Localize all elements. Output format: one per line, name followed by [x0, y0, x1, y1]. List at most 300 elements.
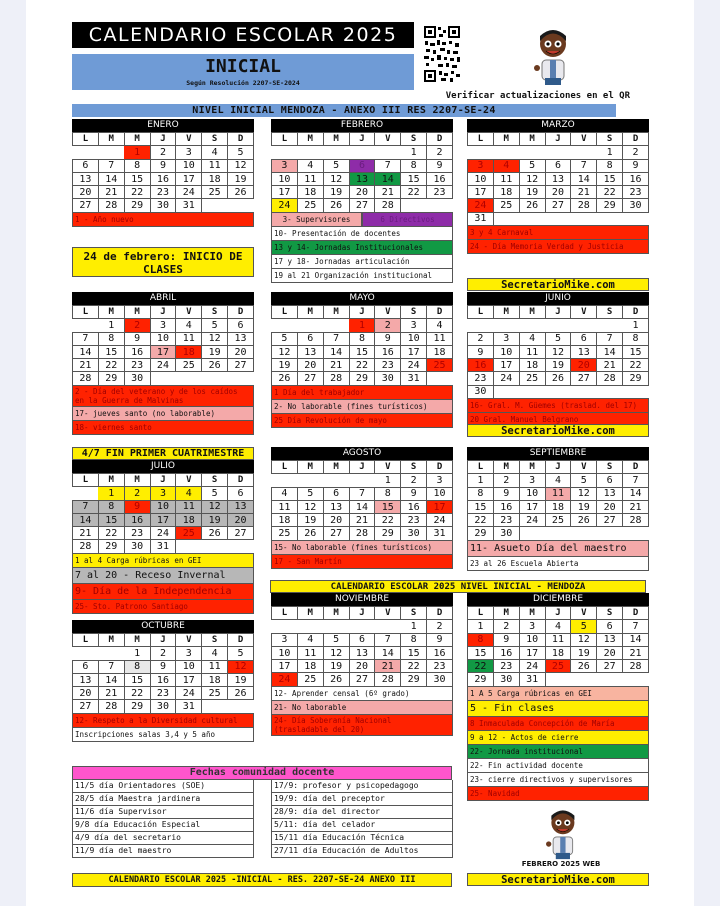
day-cell: 18 [202, 673, 228, 686]
weekday-header: S [597, 133, 623, 146]
day-cell: 5 [297, 487, 323, 500]
day-cell: 29 [597, 199, 623, 212]
day-cell: 10 [272, 172, 298, 185]
day-cell: 13 [73, 673, 99, 686]
weekday-header: V [375, 133, 401, 146]
empty-cell [73, 319, 99, 332]
weekday-header: J [349, 461, 375, 474]
day-cell: 7 [73, 500, 99, 513]
day-cell: 7 [98, 159, 124, 172]
day-cell: 29 [124, 199, 150, 212]
day-cell: 6 [228, 487, 254, 500]
empty-cell [375, 620, 401, 633]
fecha-item: 28/9: día del director [271, 806, 453, 819]
day-cell: 6 [73, 660, 99, 673]
day-cell: 13 [545, 172, 571, 185]
event-note: 25- Navidad [467, 787, 649, 801]
day-cell: 24 [272, 199, 298, 212]
day-cell: 26 [571, 660, 597, 673]
day-cell: 14 [73, 513, 99, 526]
weekday-header: M [297, 461, 323, 474]
day-cell: 28 [375, 199, 401, 212]
day-cell: 29 [349, 372, 375, 385]
day-cell: 13 [571, 345, 597, 358]
weekday-header: V [176, 634, 202, 647]
event-note: 13 y 14- Jornadas Institucionales [271, 241, 453, 255]
day-cell: 6 [545, 159, 571, 172]
day-cell: 1 [124, 647, 150, 660]
day-cell: 6 [73, 159, 99, 172]
weekday-header: D [228, 634, 254, 647]
weekday-header: L [73, 306, 99, 319]
day-cell: 15 [468, 646, 494, 659]
weekday-header: J [150, 474, 176, 487]
empty-cell [571, 319, 597, 332]
day-cell: 30 [623, 199, 649, 212]
month-marzo [467, 119, 649, 254]
day-cell: 7 [349, 487, 375, 500]
weekday-header: D [427, 461, 453, 474]
inicio-clases-banner: 24 de febrero: INICIO DE CLASES [72, 247, 254, 277]
day-cell: 17 [176, 172, 202, 185]
month-abril [72, 292, 254, 435]
day-cell: 22 [468, 514, 494, 527]
day-cell: 11 [297, 172, 323, 185]
month-grid [72, 305, 254, 386]
empty-cell [272, 620, 298, 633]
empty-cell [272, 146, 298, 159]
day-cell: 5 [571, 474, 597, 487]
day-cell: 9 [150, 159, 176, 172]
empty-cell [519, 527, 545, 540]
event-note: 9 a 12 - Actos de cierre [467, 731, 649, 745]
day-cell: 28 [323, 372, 349, 385]
site-link[interactable]: SecretarioMike.com [467, 424, 649, 437]
day-cell: 4 [297, 159, 323, 172]
day-cell: 17 [272, 660, 298, 673]
day-cell: 6 [349, 159, 375, 172]
day-cell: 17 [493, 359, 519, 372]
day-cell: 22 [349, 359, 375, 372]
month-grid [271, 606, 453, 687]
day-cell: 2 [493, 620, 519, 633]
day-cell: 15 [375, 500, 401, 513]
day-cell: 1 [98, 319, 124, 332]
day-cell: 21 [375, 186, 401, 199]
day-cell: 10 [401, 332, 427, 345]
day-cell: 3 [150, 319, 176, 332]
day-cell: 14 [597, 345, 623, 358]
day-cell: 18 [545, 500, 571, 513]
day-cell: 22 [98, 359, 124, 372]
day-cell: 10 [519, 633, 545, 646]
weekday-header: L [272, 461, 298, 474]
day-cell: 29 [623, 372, 649, 385]
day-cell: 25 [297, 199, 323, 212]
day-cell: 24 [150, 527, 176, 540]
day-cell: 23 [493, 660, 519, 673]
day-cell: 15 [98, 513, 124, 526]
day-cell: 26 [202, 527, 228, 540]
day-cell: 23 [150, 687, 176, 700]
event-note: 24- Día Soberanía Nacional (trasladable del 20) [271, 715, 453, 736]
day-cell: 23 [375, 359, 401, 372]
empty-cell [545, 385, 571, 398]
weekday-header: D [623, 133, 649, 146]
day-cell: 27 [349, 673, 375, 686]
day-cell: 11 [427, 332, 453, 345]
empty-cell [202, 700, 228, 713]
day-cell: 28 [375, 673, 401, 686]
weekday-header: D [623, 461, 649, 474]
event-note: 20 Gral. Manuel Belgrano [467, 413, 649, 427]
event-note: 25- Sto. Patrono Santiago [72, 600, 254, 614]
day-cell: 2 [401, 474, 427, 487]
day-cell: 16 [427, 646, 453, 659]
day-cell: 11 [493, 172, 519, 185]
day-cell: 28 [623, 660, 649, 673]
weekday-header: S [401, 133, 427, 146]
day-cell: 27 [597, 660, 623, 673]
day-cell: 4 [545, 620, 571, 633]
day-cell: 14 [73, 345, 99, 358]
day-cell: 19 [228, 172, 254, 185]
day-cell: 12 [202, 500, 228, 513]
weekday-header: M [323, 306, 349, 319]
day-cell: 5 [228, 146, 254, 159]
day-cell: 3 [468, 159, 494, 172]
day-cell: 5 [272, 332, 298, 345]
weekday-header: S [401, 607, 427, 620]
day-cell: 4 [202, 146, 228, 159]
day-cell: 8 [401, 159, 427, 172]
day-cell: 20 [323, 514, 349, 527]
empty-cell [427, 372, 453, 385]
fin-cuatrimestre-banner: 4/7 FIN PRIMER CUATRIMESTRE [72, 447, 254, 460]
weekday-header: V [375, 461, 401, 474]
event-note: 15- No laborable (fines turísticos) [271, 541, 453, 555]
day-cell: 26 [297, 527, 323, 540]
day-cell: 25 [176, 359, 202, 372]
day-cell: 25 [545, 660, 571, 673]
day-cell: 21 [98, 687, 124, 700]
day-cell: 19 [202, 513, 228, 526]
day-cell: 25 [493, 199, 519, 212]
weekday-header: M [493, 133, 519, 146]
weekday-header: D [427, 607, 453, 620]
day-cell: 4 [176, 319, 202, 332]
event-note: 18- viernes santo [72, 421, 254, 435]
day-cell: 12 [228, 660, 254, 673]
empty-cell [493, 146, 519, 159]
day-cell: 8 [124, 660, 150, 673]
fecha-item: 9/8 día Educación Especial [72, 819, 254, 832]
day-cell: 15 [623, 345, 649, 358]
day-cell: 5 [202, 487, 228, 500]
day-cell: 14 [571, 172, 597, 185]
day-cell: 12 [571, 633, 597, 646]
day-cell: 9 [375, 332, 401, 345]
empty-cell [427, 199, 453, 212]
empty-cell [272, 474, 298, 487]
empty-cell [597, 673, 623, 686]
weekday-header: D [623, 607, 649, 620]
day-cell: 17 [401, 345, 427, 358]
day-cell: 11 [545, 633, 571, 646]
event-note: 1 - Año nuevo [72, 213, 254, 227]
month-mayo [271, 292, 453, 428]
day-cell: 5 [571, 620, 597, 633]
day-cell: 30 [493, 527, 519, 540]
day-cell: 25 [176, 527, 202, 540]
weekday-header: M [323, 607, 349, 620]
empty-cell [228, 540, 254, 553]
day-cell: 18 [545, 646, 571, 659]
day-cell: 5 [519, 159, 545, 172]
weekday-header: M [297, 607, 323, 620]
day-cell: 29 [468, 527, 494, 540]
day-cell: 1 [375, 474, 401, 487]
empty-cell [468, 146, 494, 159]
day-cell: 17 [519, 500, 545, 513]
weekday-header: M [323, 461, 349, 474]
level-title: INICIAL [205, 56, 281, 77]
weekday-header: S [401, 461, 427, 474]
day-cell: 22 [124, 687, 150, 700]
day-cell: 16 [124, 345, 150, 358]
empty-cell [623, 385, 649, 398]
day-cell: 1 [623, 319, 649, 332]
qr-code-icon[interactable] [422, 24, 462, 84]
note-row-split [271, 213, 453, 227]
day-cell: 19 [519, 186, 545, 199]
day-cell: 12 [297, 500, 323, 513]
empty-cell [73, 647, 99, 660]
day-cell: 11 [272, 500, 298, 513]
site-link[interactable]: SecretarioMike.com [467, 278, 649, 291]
empty-cell [493, 212, 519, 225]
event-note: 9- Día de la Independencia [72, 584, 254, 600]
day-cell: 28 [73, 372, 99, 385]
edition-label: FEBRERO 2025 WEB [521, 860, 601, 868]
month-grid [72, 473, 254, 554]
weekday-header: J [349, 607, 375, 620]
day-cell: 31 [427, 527, 453, 540]
day-cell: 21 [597, 359, 623, 372]
day-cell: 10 [150, 500, 176, 513]
day-cell: 17 [468, 186, 494, 199]
event-note: 17- jueves santo (no laborable) [72, 407, 254, 421]
event-note: 1 al 4 Carga rúbricas en GEI [72, 554, 254, 568]
day-cell: 19 [323, 186, 349, 199]
day-cell: 30 [401, 527, 427, 540]
month-noviembre [271, 593, 453, 736]
day-cell: 10 [176, 660, 202, 673]
day-cell: 1 [468, 474, 494, 487]
day-cell: 2 [427, 146, 453, 159]
day-cell: 10 [493, 345, 519, 358]
day-cell: 15 [401, 646, 427, 659]
event-note: 5 - Fin clases [467, 701, 649, 717]
day-cell: 21 [571, 186, 597, 199]
day-cell: 3 [272, 633, 298, 646]
day-cell: 11 [297, 646, 323, 659]
month-grid [467, 606, 649, 687]
day-cell: 1 [349, 319, 375, 332]
day-cell: 13 [597, 633, 623, 646]
day-cell: 3 [493, 332, 519, 345]
day-cell: 31 [401, 372, 427, 385]
empty-cell [571, 146, 597, 159]
day-cell: 8 [597, 159, 623, 172]
day-cell: 5 [228, 647, 254, 660]
empty-cell [176, 540, 202, 553]
day-cell: 14 [349, 500, 375, 513]
day-cell: 27 [349, 199, 375, 212]
day-cell: 15 [597, 172, 623, 185]
day-cell: 18 [493, 186, 519, 199]
empty-cell [623, 527, 649, 540]
day-cell: 12 [323, 172, 349, 185]
fecha-item: 28/5 día Maestra jardinera [72, 793, 254, 806]
day-cell: 19 [202, 345, 228, 358]
event-note: 6 Directivos [362, 213, 453, 227]
day-cell: 3 [401, 319, 427, 332]
day-cell: 27 [73, 700, 99, 713]
weekday-header: M [493, 306, 519, 319]
day-cell: 21 [623, 500, 649, 513]
event-note: 1 Día del trabajador [271, 386, 453, 400]
weekday-header: L [73, 133, 99, 146]
weekday-header: L [468, 607, 494, 620]
weekday-header: D [427, 133, 453, 146]
weekday-header: M [519, 461, 545, 474]
day-cell: 2 [468, 332, 494, 345]
day-cell: 2 [124, 487, 150, 500]
day-cell: 16 [468, 359, 494, 372]
day-cell: 9 [401, 487, 427, 500]
weekday-header: S [597, 607, 623, 620]
day-cell: 18 [176, 345, 202, 358]
day-cell: 22 [623, 359, 649, 372]
weekday-header: M [124, 474, 150, 487]
day-cell: 29 [98, 372, 124, 385]
day-cell: 6 [323, 487, 349, 500]
day-cell: 2 [124, 319, 150, 332]
day-cell: 7 [375, 633, 401, 646]
day-cell: 9 [468, 345, 494, 358]
empty-cell [545, 319, 571, 332]
empty-cell [545, 527, 571, 540]
day-cell: 24 [176, 687, 202, 700]
day-cell: 21 [349, 514, 375, 527]
day-cell: 23 [427, 186, 453, 199]
day-cell: 30 [124, 372, 150, 385]
month-diciembre [467, 593, 649, 801]
day-cell: 24 [272, 673, 298, 686]
day-cell: 19 [297, 514, 323, 527]
day-cell: 15 [124, 172, 150, 185]
day-cell: 25 [202, 687, 228, 700]
day-cell: 23 [427, 660, 453, 673]
day-cell: 20 [73, 186, 99, 199]
weekday-header: M [124, 133, 150, 146]
day-cell: 25 [545, 514, 571, 527]
month-grid [72, 633, 254, 714]
day-cell: 7 [375, 159, 401, 172]
month-name: DICIEMBRE [467, 593, 649, 606]
day-cell: 19 [571, 646, 597, 659]
day-cell: 17 [272, 186, 298, 199]
day-cell: 23 [124, 527, 150, 540]
empty-cell [323, 146, 349, 159]
month-enero [72, 119, 254, 227]
day-cell: 10 [272, 646, 298, 659]
site-link[interactable]: SecretarioMike.com [467, 873, 649, 886]
mascot-teacher-icon [540, 805, 584, 860]
day-cell: 17 [176, 673, 202, 686]
day-cell: 9 [124, 500, 150, 513]
empty-cell [202, 199, 228, 212]
month-name: AGOSTO [271, 447, 453, 460]
weekday-header: V [571, 133, 597, 146]
day-cell: 16 [493, 646, 519, 659]
fechas-docente-title: Fechas comunidad docente [72, 766, 452, 780]
day-cell: 9 [623, 159, 649, 172]
day-cell: 22 [98, 527, 124, 540]
month-octubre [72, 620, 254, 742]
day-cell: 8 [98, 500, 124, 513]
day-cell: 19 [228, 673, 254, 686]
weekday-header: V [571, 607, 597, 620]
day-cell: 26 [571, 514, 597, 527]
weekday-header: S [202, 474, 228, 487]
empty-cell [571, 212, 597, 225]
day-cell: 9 [150, 660, 176, 673]
month-name: NOVIEMBRE [271, 593, 453, 606]
empty-cell [545, 673, 571, 686]
event-note: 24 - Día Memoria Verdad y Justicia [467, 240, 649, 254]
fechas-docente-right [271, 780, 453, 858]
weekday-header: M [297, 133, 323, 146]
month-grid [271, 132, 453, 213]
day-cell: 29 [401, 673, 427, 686]
empty-cell [202, 540, 228, 553]
empty-cell [571, 673, 597, 686]
day-cell: 7 [623, 620, 649, 633]
weekday-header: V [571, 306, 597, 319]
day-cell: 8 [468, 633, 494, 646]
event-note: 22- Jornada institucional [467, 745, 649, 759]
day-cell: 7 [323, 332, 349, 345]
month-name: SEPTIEMBRE [467, 447, 649, 460]
day-cell: 5 [202, 319, 228, 332]
event-note: 19 al 21 Organización institucional [271, 269, 453, 283]
day-cell: 9 [427, 633, 453, 646]
day-cell: 14 [375, 646, 401, 659]
month-name: ABRIL [72, 292, 254, 305]
day-cell: 1 [401, 620, 427, 633]
month-febrero [271, 119, 453, 283]
month-grid [467, 305, 649, 399]
month-grid [467, 132, 649, 226]
day-cell: 9 [427, 159, 453, 172]
fecha-item: 4/9 día del secretario [72, 832, 254, 845]
day-cell: 27 [228, 359, 254, 372]
empty-cell [73, 146, 99, 159]
day-cell: 22 [468, 660, 494, 673]
day-cell: 20 [571, 359, 597, 372]
